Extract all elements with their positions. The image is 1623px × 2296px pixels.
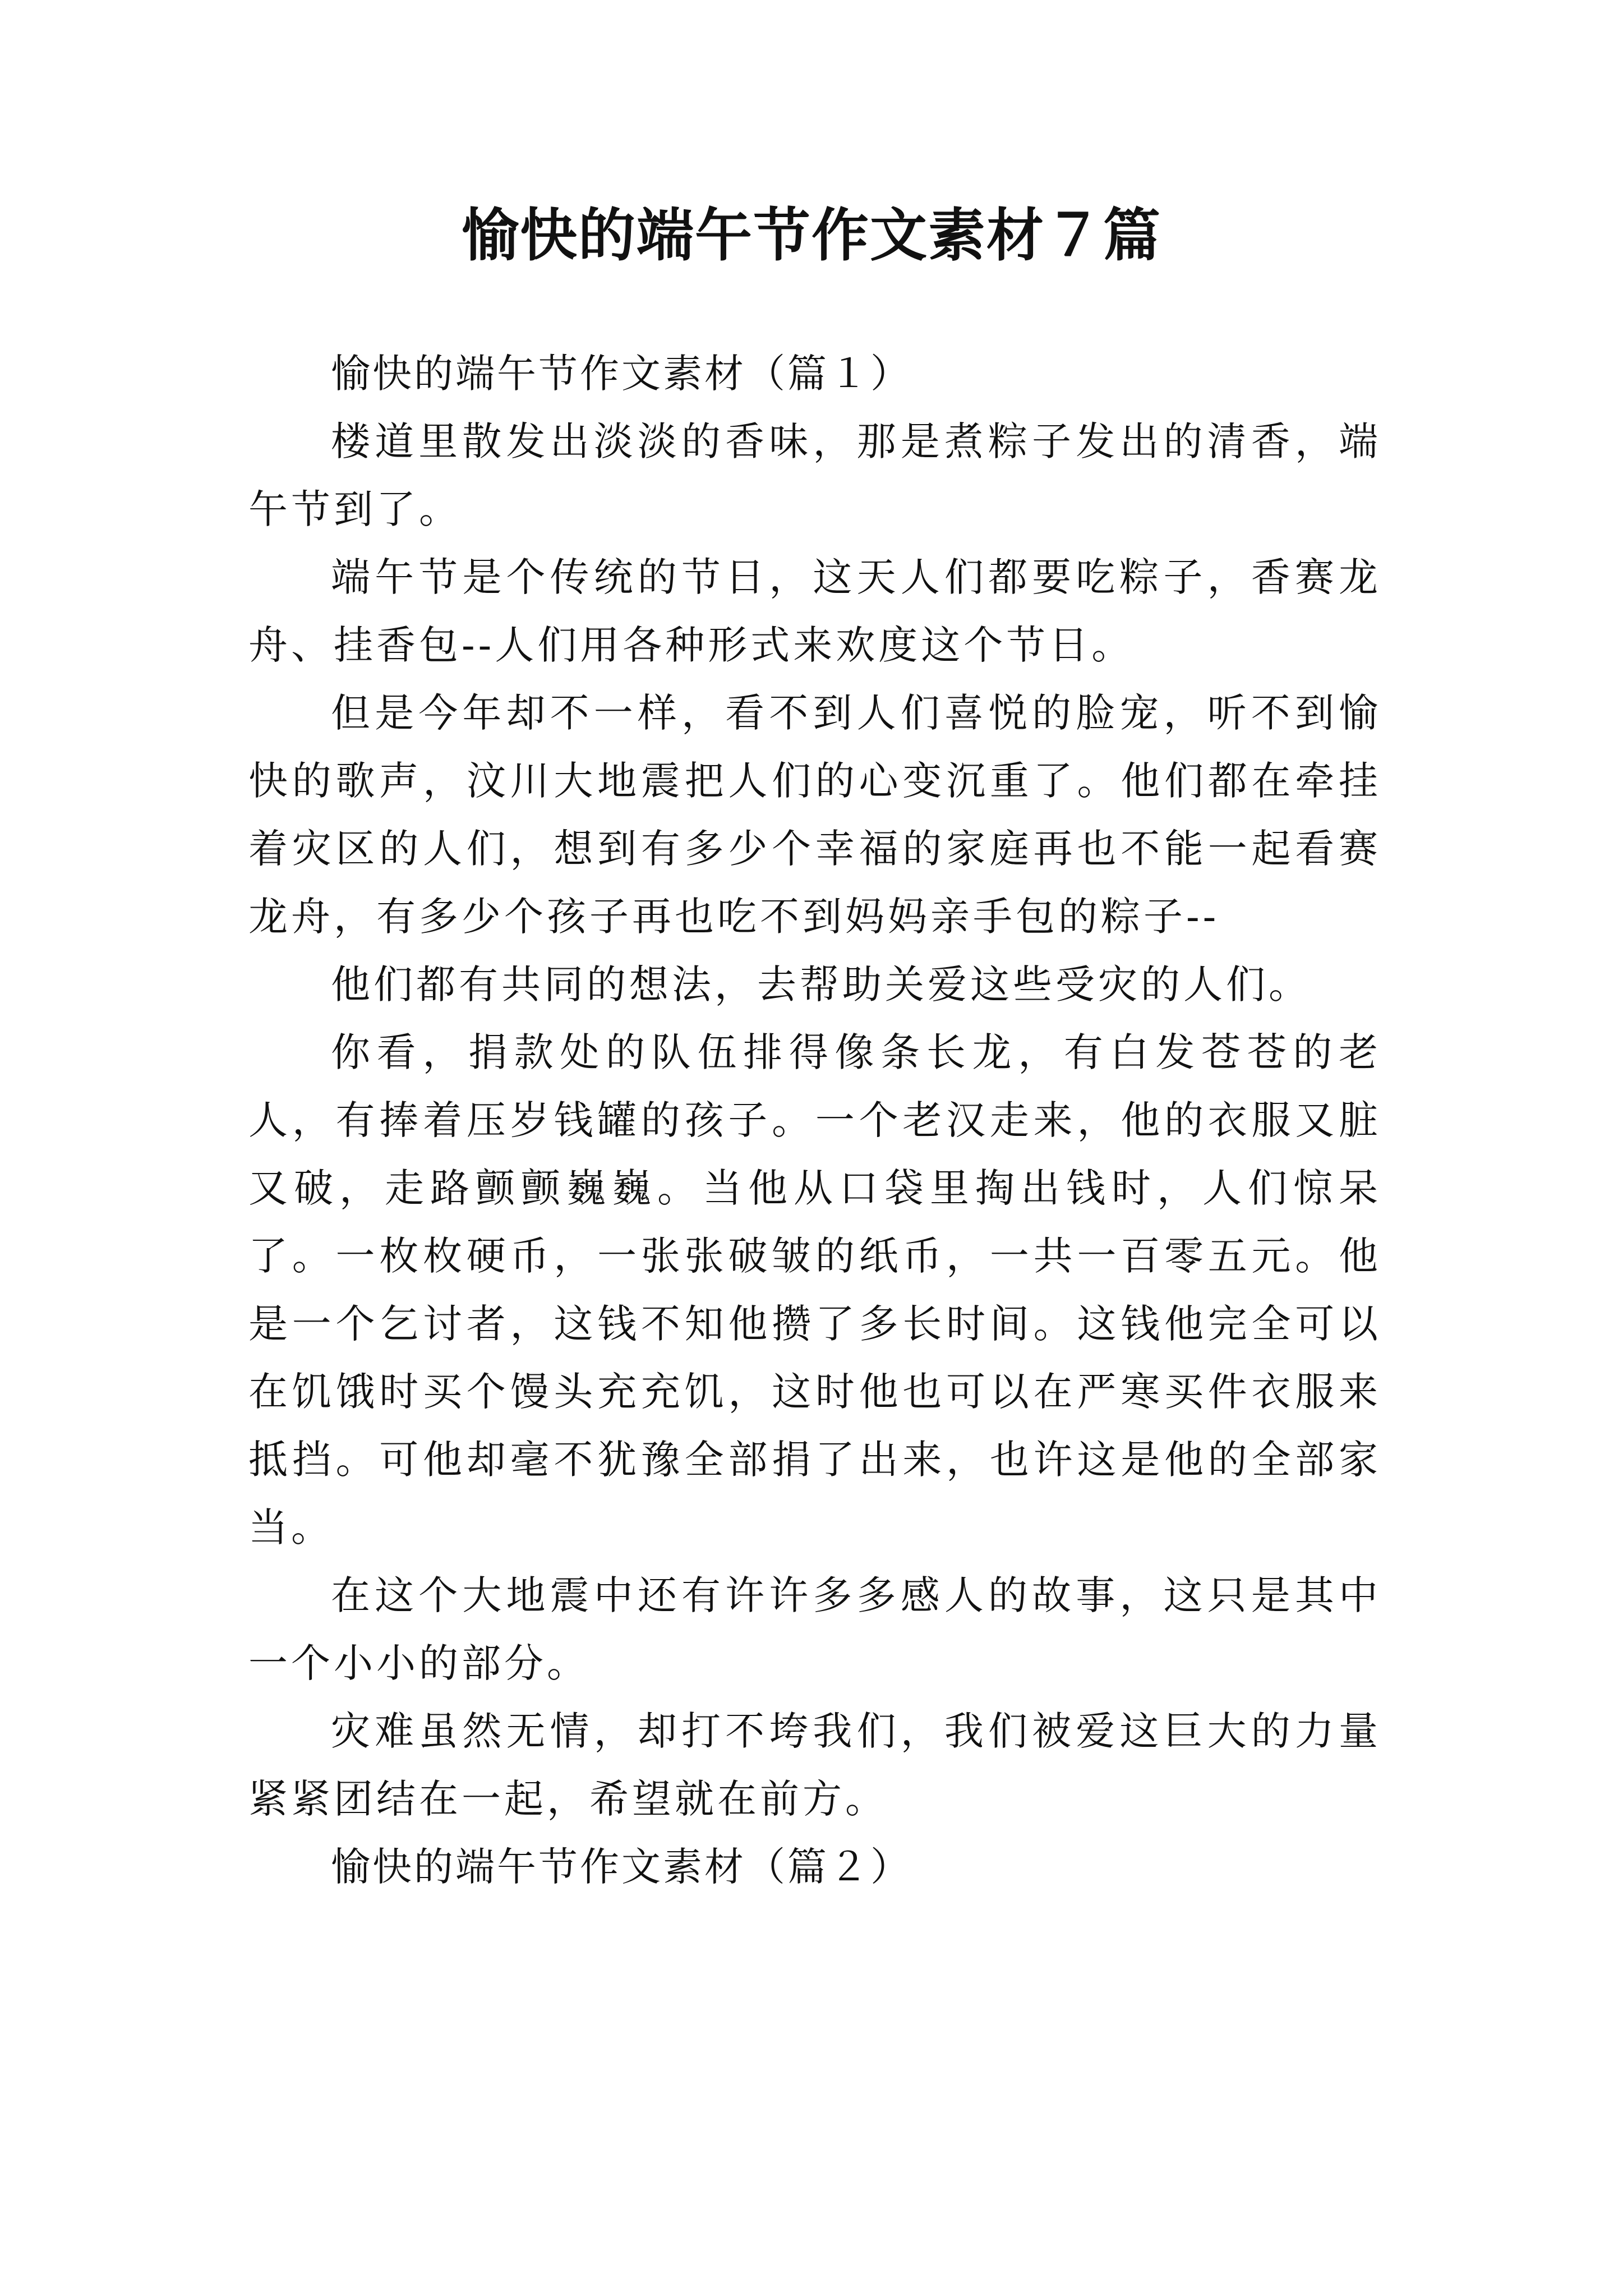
paragraph-6: 在这个大地震中还有许许多多感人的故事，这只是其中一个小小的部分。 — [248, 1572, 1381, 1686]
paragraph-5: 你看，捐款处的队伍排得像条长龙，有白发苍苍的老人，有捧着压岁钱罐的孩子。一个老汉走来，他的衣服又脏又破，走路颤颤巍巍。当他从口袋里掏出钱时，人们惊呆了。一枚枚硬币，一张张破皱的纸币，一共一百零五元。他是一个乞讨者，这钱不知他攒了多长时间。这钱他完全可以在饥饿时买个馒头充充饥，这时他也可以在严寒买件衣服来抵挡。可他却毫不犹豫全部捐了出来，也许这是他的全部家当。 — [248, 1029, 1381, 1550]
paragraph-7: 灾难虽然无情，却打不垮我们，我们被爱这巨大的力量紧紧团结在一起，希望就在前方。 — [248, 1708, 1381, 1822]
paragraph-4: 他们都有共同的想法，去帮助关爱这些受灾的人们。 — [331, 961, 1311, 1007]
section-heading-1: 愉快的端午节作文素材（篇１） — [331, 351, 912, 397]
paragraph-3: 但是今年却不一样，看不到人们喜悦的脸宠，听不到愉快的歌声，汶川大地震把人们的心变沉重了。他们都在牵挂着灾区的人们，想到有多少个幸福的家庭再也不能一起看赛龙舟，有多少个孩子再也吃不到妈妈亲手包的粽子-- — [248, 690, 1381, 940]
document-body — [248, 340, 1381, 1901]
paragraph-1: 楼道里散发出淡淡的香味，那是煮粽子发出的清香，端午节到了。 — [248, 418, 1381, 532]
paragraph-2: 端午节是个传统的节日，这天人们都要吃粽子，香赛龙舟、挂香包--人们用各种形式来欢度这个节日。 — [248, 554, 1381, 668]
document-title: 愉快的端午节作文素材７篇 — [462, 202, 1161, 269]
section-heading-2: 愉快的端午节作文素材（篇２） — [331, 1844, 912, 1890]
